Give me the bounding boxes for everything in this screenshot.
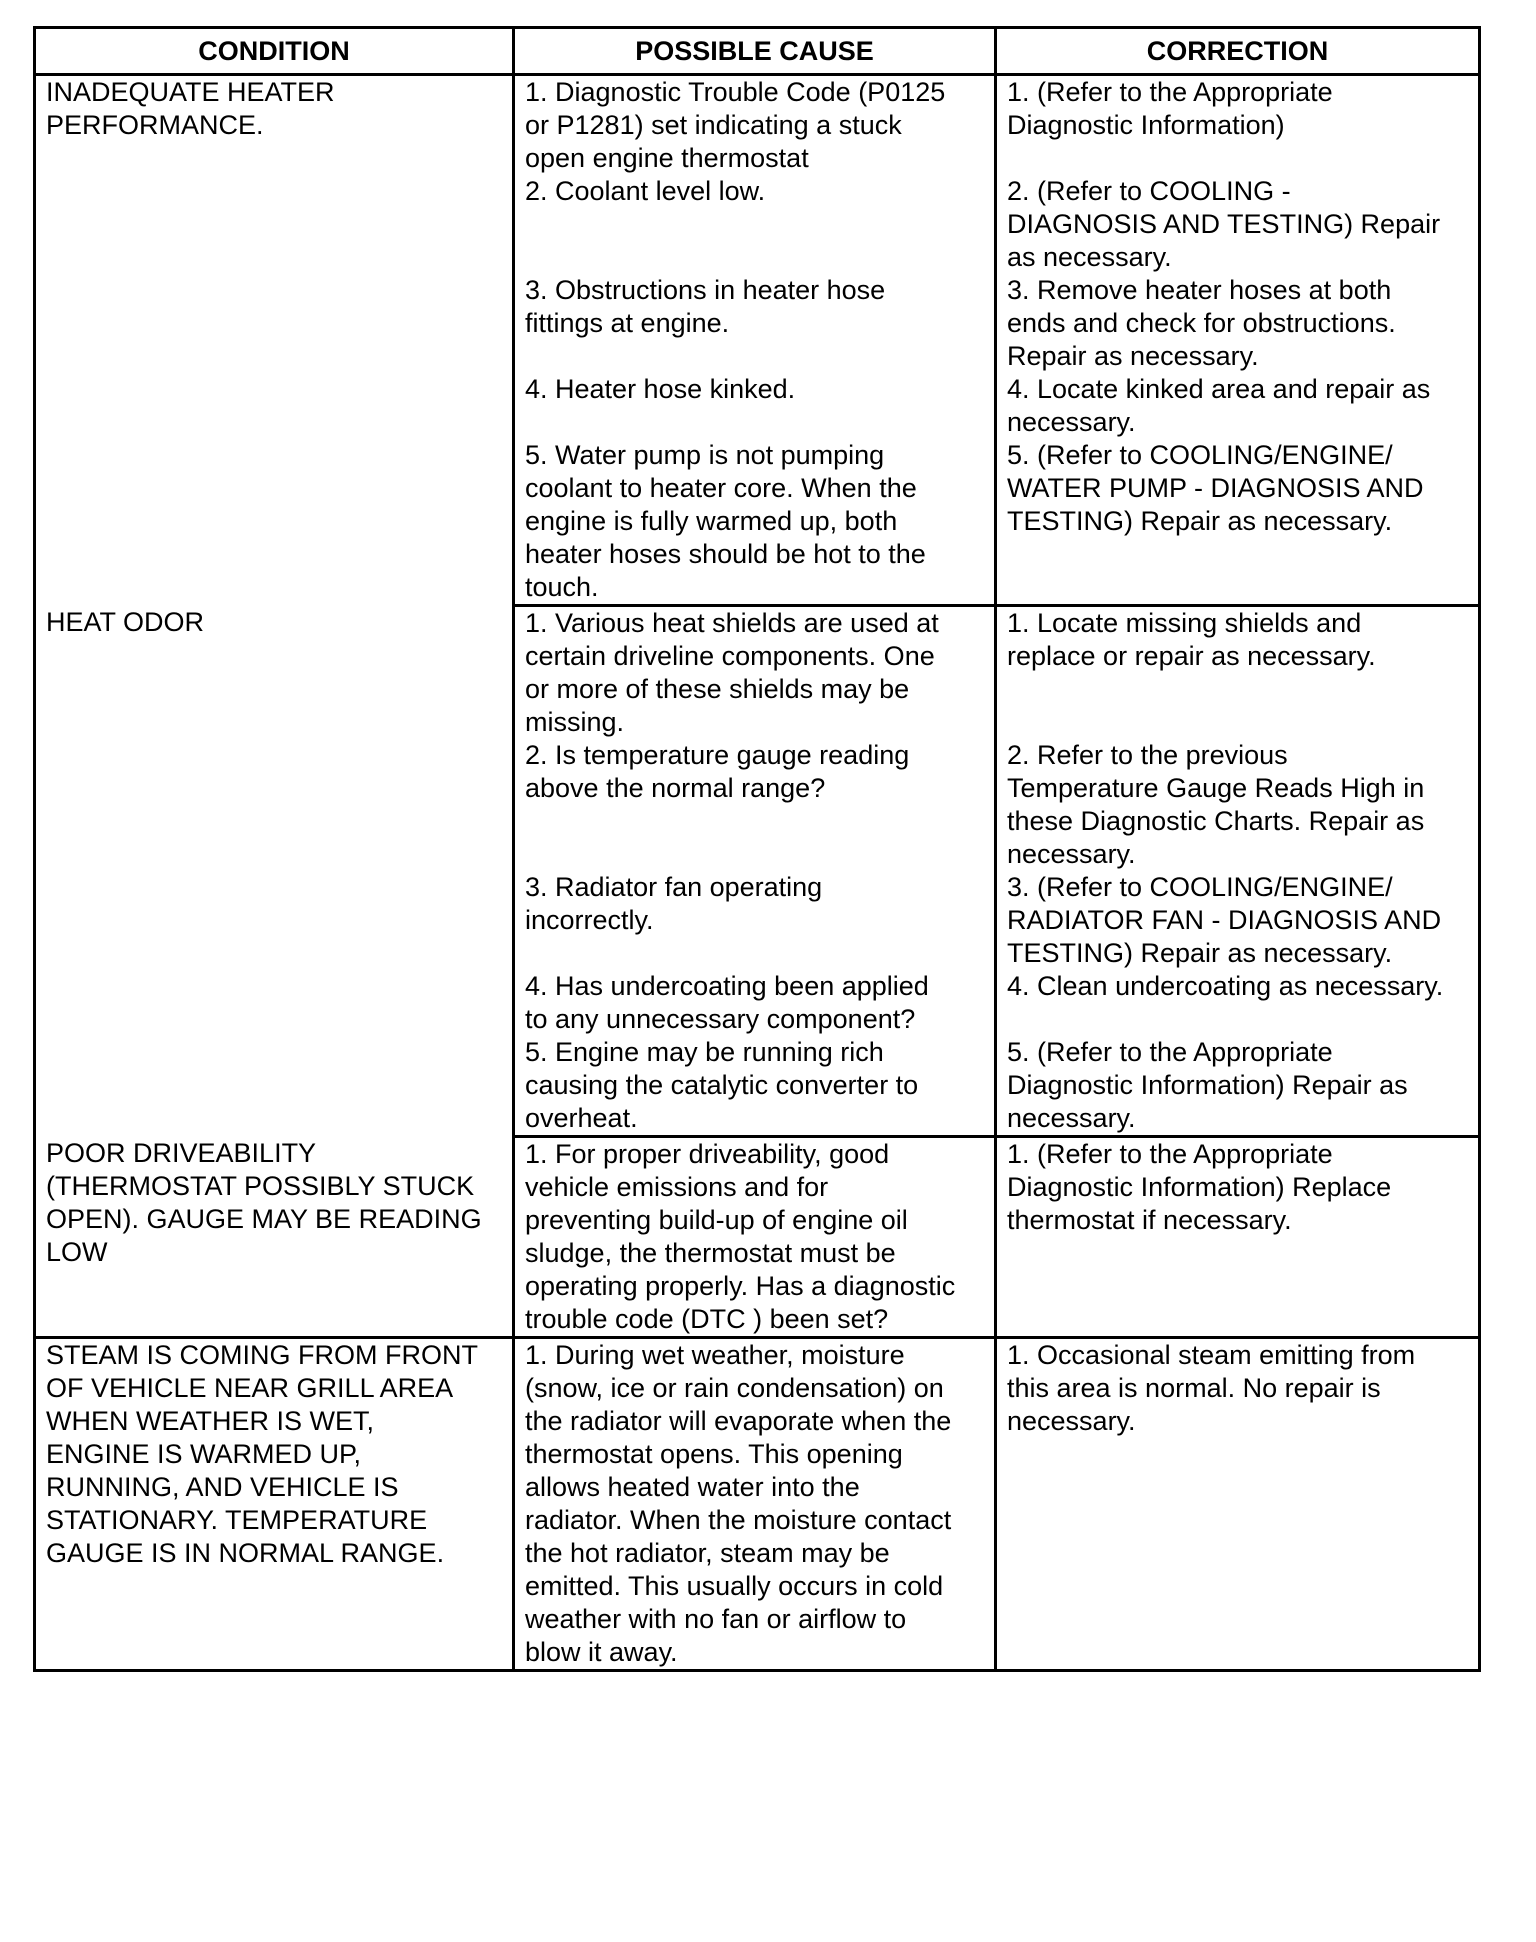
diagnosis-table [33,26,1481,1672]
table-row [35,606,1480,740]
possible-cause-cell: 1. Various heat shields are used at certain driveline components. One or more of these shields may be missing. [514,606,996,740]
table-row [35,1338,1480,1671]
possible-cause-cell: 5. Water pump is not pumping coolant to heater core. When the engine is fully warmed up, both heater hoses should be hot to the touch. [514,439,996,606]
possible-cause-cell: 5. Engine may be running rich causing the catalytic converter to overheat. [514,1036,996,1137]
correction-cell: 3. (Refer to COOLING/ENGINE/ RADIATOR FAN - DIAGNOSIS AND TESTING) Repair as necessary. [996,871,1480,970]
correction-cell: 1. Occasional steam emitting from this area is normal. No repair is necessary. [996,1338,1480,1671]
header-condition: CONDITION [35,28,514,75]
diagnostic-chart [33,26,1478,1672]
correction-cell: 5. (Refer to the Appropriate Diagnostic Information) Repair as necessary. [996,1036,1480,1137]
possible-cause-cell: 1. Diagnostic Trouble Code (P0125 or P1281) set indicating a stuck open engine thermostat [514,75,996,176]
condition-cell: POOR DRIVEABILITY (THERMOSTAT POSSIBLY STUCK OPEN). GAUGE MAY BE READING LOW [35,1137,514,1338]
table-body [35,75,1480,1671]
correction-cell: 3. Remove heater hoses at both ends and check for obstructions. Repair as necessary. [996,274,1480,373]
correction-cell: 2. Refer to the previous Temperature Gauge Reads High in these Diagnostic Charts. Repair as necessary. [996,739,1480,871]
possible-cause-cell: 2. Is temperature gauge reading above the normal range? [514,739,996,871]
correction-cell: 4. Locate kinked area and repair as necessary. [996,373,1480,439]
correction-cell: 1. (Refer to the Appropriate Diagnostic Information) Replace thermostat if necessary. [996,1137,1480,1338]
header-possible-cause: POSSIBLE CAUSE [514,28,996,75]
correction-cell: 1. Locate missing shields and replace or repair as necessary. [996,606,1480,740]
possible-cause-cell: 4. Heater hose kinked. [514,373,996,439]
condition-cell: INADEQUATE HEATER PERFORMANCE. [35,75,514,606]
table-header-row [35,28,1480,75]
possible-cause-cell: 1. During wet weather, moisture (snow, ice or rain condensation) on the radiator will evaporate when the thermostat opens. This opening allows heated water into the radiator. When the moisture contact the hot radiator, steam may be emitted. This usually occurs in cold weather with no fan or airflow to blow it away. [514,1338,996,1671]
table-row [35,1137,1480,1338]
condition-cell: HEAT ODOR [35,606,514,1137]
correction-cell: 4. Clean undercoating as necessary. [996,970,1480,1036]
possible-cause-cell: 4. Has undercoating been applied to any unnecessary component? [514,970,996,1036]
correction-cell: 1. (Refer to the Appropriate Diagnostic Information) [996,75,1480,176]
possible-cause-cell: 3. Obstructions in heater hose fittings at engine. [514,274,996,373]
possible-cause-cell: 2. Coolant level low. [514,175,996,274]
table-row [35,75,1480,176]
condition-cell: STEAM IS COMING FROM FRONT OF VEHICLE NEAR GRILL AREA WHEN WEATHER IS WET, ENGINE IS WARMED UP, RUNNING, AND VEHICLE IS STATIONARY. TEMPERATURE GAUGE IS IN NORMAL RANGE. [35,1338,514,1671]
possible-cause-cell: 1. For proper driveability, good vehicle emissions and for preventing build-up of engine oil sludge, the thermostat must be operating properly. Has a diagnostic trouble code (DTC ) been set? [514,1137,996,1338]
possible-cause-cell: 3. Radiator fan operating incorrectly. [514,871,996,970]
correction-cell: 5. (Refer to COOLING/ENGINE/ WATER PUMP - DIAGNOSIS AND TESTING) Repair as necessary. [996,439,1480,606]
header-correction: CORRECTION [996,28,1480,75]
correction-cell: 2. (Refer to COOLING - DIAGNOSIS AND TESTING) Repair as necessary. [996,175,1480,274]
